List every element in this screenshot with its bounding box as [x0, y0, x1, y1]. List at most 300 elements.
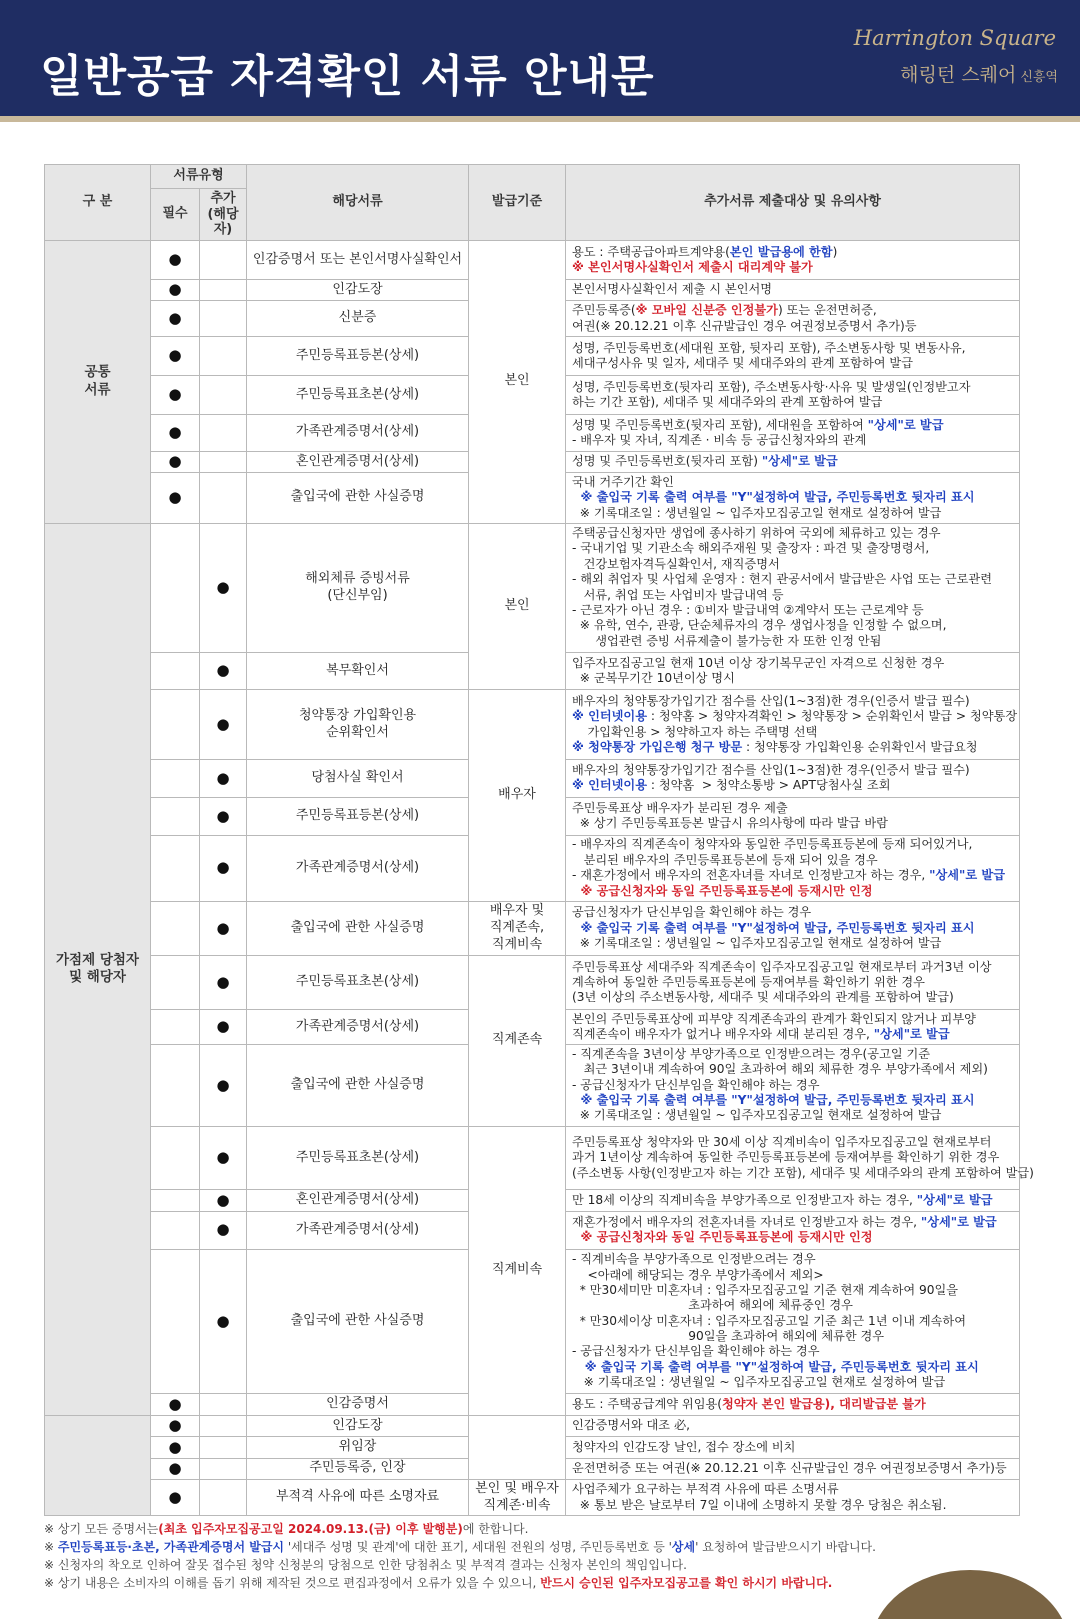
required-mark	[151, 1249, 200, 1394]
header-additional: 추가 (해당자)	[200, 189, 247, 241]
note-highlight-blue: ※ 인터넷이용	[572, 778, 647, 793]
note-line	[572, 1498, 1013, 1513]
note-line	[572, 634, 1013, 649]
note-line	[572, 1298, 1013, 1313]
note-text: ※ 유학, 연수, 관광, 단순체류자의 경우 생업사정을 인정할 수 없으며,	[572, 618, 947, 633]
note-highlight-blue: "상세"로 발급	[920, 1214, 997, 1229]
note-text: ※ 상기 모든 증명서는	[44, 1522, 159, 1536]
note-highlight-blue: 본인 발급용에 한함	[729, 244, 833, 259]
header-divider	[0, 116, 1080, 122]
additional-mark: ●	[200, 1010, 247, 1045]
note-text: 성명, 주민등록번호(세대원 포함, 뒷자리 포함), 주소변동사항 및 변동사유,	[572, 340, 966, 355]
header-basis: 발급기준	[469, 165, 566, 241]
note-text: 운전면허증 또는 여권(※ 20.12.21 이후 신규발급인 경우 여권정보증명서 추가)등	[572, 1461, 1007, 1476]
required-mark	[151, 955, 200, 1009]
note-highlight-red: ※ 공급신청자와 동일 주민등록표등본에 등재시만 인정	[572, 1230, 873, 1245]
note-highlight-blue: ※ 청약통장 가입은행 청구 방문	[572, 740, 743, 755]
required-mark: ●	[151, 301, 200, 337]
note-line	[572, 694, 1013, 709]
note-line	[572, 656, 1013, 671]
note-text: 생업관련 증빙 서류제출이 불가능한 자 또한 인정 안됨	[572, 633, 882, 648]
documents-table	[44, 164, 1034, 1516]
note-line	[572, 1482, 1013, 1497]
additional-mark	[200, 241, 247, 280]
brand-name: 해링턴 스퀘어	[900, 64, 1017, 86]
document-name: 해외체류 증빙서류 (단신부임)	[247, 523, 469, 652]
required-mark	[151, 652, 200, 690]
note-line	[572, 837, 1013, 852]
document-name: 당첨사실 확인서	[247, 759, 469, 797]
additional-mark: ●	[200, 797, 247, 835]
note-line	[572, 1252, 1013, 1267]
footnote-line	[44, 1574, 1024, 1592]
note-line	[572, 1027, 1013, 1042]
required-mark	[151, 1126, 200, 1189]
notes-cell	[566, 376, 1020, 415]
required-mark	[151, 690, 200, 760]
header-required: 필수	[151, 189, 200, 241]
additional-mark: ●	[200, 955, 247, 1009]
note-line	[572, 1314, 1013, 1329]
note-text: ※ 신청자의 착오로 인하여 잘못 접수된 청약 신청분의 당첨으로 인한 당첨취소 및 부적격 결과는 신청자 본인의 책임입니다.	[44, 1558, 687, 1572]
additional-mark	[200, 1480, 247, 1516]
category-cell	[45, 1415, 151, 1515]
additional-mark	[200, 473, 247, 523]
note-text: 서류, 취업 또는 사업비자 발급내역 등	[572, 587, 784, 602]
note-line	[572, 433, 1013, 448]
notes-cell	[566, 279, 1020, 300]
note-text: 본인의 주민등록표상에 피부양 직계존속과의 관계가 확인되지 않거나 피부양	[572, 1011, 976, 1026]
required-mark: ●	[151, 1480, 200, 1516]
note-text: 가입확인용 > 청약하고자 하는 주택명 선택	[572, 724, 818, 739]
required-mark	[151, 1044, 200, 1126]
note-text: ※ 기록대조일 : 생년월일 ~ 입주자모집공고일 현재로 설정하여 발급	[572, 505, 942, 520]
note-text: 초과하여 해외에 체류중인 경우	[572, 1298, 853, 1313]
note-text: 주민등록증(	[572, 303, 636, 318]
note-text: - 직계존속을 3년이상 부양가족으로 인정받으려는 경우(공고일 기준	[572, 1046, 931, 1061]
footnotes	[44, 1520, 1024, 1592]
additional-mark	[200, 1458, 247, 1479]
additional-mark: ●	[200, 835, 247, 901]
note-text: (3년 이상의 주소변동사항, 세대주 및 세대주와의 관계를 포함하여 발급)	[572, 990, 954, 1005]
note-line	[572, 1329, 1013, 1344]
table-row	[45, 901, 1020, 955]
note-text: 주민등록표상 배우자가 분리된 경우 제출	[572, 800, 788, 815]
note-line	[572, 618, 1013, 633]
note-text: - 공급신청자가 단신부임을 확인해야 하는 경우	[572, 1344, 820, 1359]
footnote-line	[44, 1520, 1024, 1538]
document-name: 청약통장 가입확인용 순위확인서	[247, 690, 469, 760]
required-mark	[151, 835, 200, 901]
table-row	[45, 1480, 1020, 1516]
note-line	[572, 603, 1013, 618]
required-mark: ●	[151, 241, 200, 280]
document-name: 주민등록표초본(상세)	[247, 1126, 469, 1189]
note-line	[572, 418, 1013, 433]
notes-cell	[566, 1211, 1020, 1249]
additional-mark	[200, 414, 247, 451]
issuance-basis: 본인	[469, 241, 566, 524]
required-mark	[151, 759, 200, 797]
note-text: '세대주 성명 및 관계'에 대한 표기, 세대원 전원의 성명, 주민등록번호 등 '	[284, 1540, 672, 1554]
document-name: 가족관계증명서(상세)	[247, 414, 469, 451]
required-mark	[151, 901, 200, 955]
notes-cell	[566, 1437, 1020, 1458]
document-name: 인감도장	[247, 279, 469, 300]
note-line	[572, 341, 1013, 356]
note-text: ※	[44, 1540, 58, 1554]
additional-mark	[200, 1415, 247, 1436]
note-text: 성명, 주민등록번호(뒷자리 포함), 주소변동사항·사유 및 발생일(인정받고자	[572, 379, 971, 394]
note-line	[572, 506, 1013, 521]
additional-mark	[200, 1437, 247, 1458]
note-text: - 국내기업 및 기관소속 해외주재원 및 출장자 : 파견 및 출장명령서,	[572, 541, 930, 556]
document-name: 가족관계증명서(상세)	[247, 1010, 469, 1045]
note-text: - 공급신청자가 단신부임을 확인해야 하는 경우	[572, 1077, 820, 1092]
document-name: 인감도장	[247, 1415, 469, 1436]
note-text: ※ 상기 주민등록표등본 발급시 유의사항에 따라 발급 바람	[572, 816, 888, 831]
note-highlight-blue: "상세"로 발급	[761, 454, 838, 469]
note-line	[572, 778, 1013, 793]
additional-mark	[200, 301, 247, 337]
additional-mark	[200, 1394, 247, 1415]
header-doc-type: 서류유형	[151, 165, 247, 189]
issuance-basis: 배우자	[469, 690, 566, 901]
note-text: (주소변동 사항(인정받고자 하는 기간 포함), 세대주 및 세대주와의 관계 포함하여 발급)	[572, 1165, 1034, 1180]
note-highlight-blue: 주민등록표등·초본, 가족관계증명서 발급시	[57, 1540, 285, 1554]
notes-cell	[566, 1415, 1020, 1436]
additional-mark: ●	[200, 690, 247, 760]
note-line	[572, 884, 1013, 899]
note-line	[572, 1268, 1013, 1283]
notes-cell	[566, 1190, 1020, 1211]
table-row	[45, 523, 1020, 652]
note-line	[572, 541, 1013, 556]
table-row	[45, 955, 1020, 1009]
additional-mark: ●	[200, 523, 247, 652]
notes-cell	[566, 1044, 1020, 1126]
footnote-line	[44, 1556, 1024, 1574]
note-line	[572, 1344, 1013, 1359]
additional-mark: ●	[200, 901, 247, 955]
note-highlight-blue: ※ 출입국 기록 출력 여부를 "Y"설정하여 발급, 주민등록번호 뒷자리 표시	[572, 490, 975, 505]
notes-cell	[566, 1480, 1020, 1516]
notes-cell	[566, 797, 1020, 835]
note-highlight-blue: "상세"로 발급	[873, 1027, 950, 1042]
notes-cell	[566, 1458, 1020, 1479]
note-line	[572, 975, 1013, 990]
note-line	[572, 1283, 1013, 1298]
notes-cell	[566, 451, 1020, 472]
note-text: - 근로자가 아닌 경우 : ①비자 발급내역 ②계약서 또는 근로계약 등	[572, 602, 924, 617]
note-text: 90일을 초과하여 해외에 체류한 경우	[572, 1329, 885, 1344]
document-name: 출입국에 관한 사실증명	[247, 473, 469, 523]
note-text: 계속하여 동일한 주민등록표등본에 등재여부를 확인하기 위한 경우	[572, 974, 925, 989]
note-text: - 배우자 및 자녀, 직계존 · 비속 등 공급신청자와의 관계	[572, 432, 867, 447]
required-mark: ●	[151, 473, 200, 523]
note-text: 인감증명서와 대조 必,	[572, 1418, 691, 1433]
note-highlight-blue: ※ 인터넷이용	[572, 709, 647, 724]
additional-mark: ●	[200, 652, 247, 690]
notes-cell	[566, 1126, 1034, 1189]
required-mark: ●	[151, 451, 200, 472]
document-name: 복무확인서	[247, 652, 469, 690]
document-name: 신분증	[247, 301, 469, 337]
note-text: ※ 기록대조일 : 생년월일 ~ 입주자모집공고일 현재로 설정하여 발급	[572, 1108, 942, 1123]
notes-cell	[566, 955, 1020, 1009]
note-highlight-blue: "상세"로 발급	[929, 868, 1005, 883]
note-text: 본인서명사실확인서 제출 시 본인서명	[572, 282, 773, 297]
note-text: ※ 기록대조일 : 생년월일 ~ 입주자모집공고일 현재로 설정하여 발급	[572, 936, 942, 951]
note-text: 입주자모집공고일 현재 10년 이상 장기복무군인 자격으로 신청한 경우	[572, 655, 945, 670]
category-cell: 가점제 당첨자 및 해당자	[45, 523, 151, 1415]
note-highlight-blue: ※ 출입국 기록 출력 여부를 "Y"설정하여 발급, 주민등록번호 뒷자리 표시	[572, 1093, 975, 1108]
document-name: 주민등록표등본(상세)	[247, 797, 469, 835]
note-line	[572, 1360, 1013, 1375]
note-text: 여권(※ 20.12.21 이후 신규발급인 경우 여권정보증명서 추가)등	[572, 318, 917, 333]
note-line	[572, 936, 1013, 951]
note-line	[572, 1062, 1013, 1077]
notes-cell	[566, 901, 1020, 955]
document-name: 가족관계증명서(상세)	[247, 1211, 469, 1249]
note-line	[572, 1108, 1013, 1123]
required-mark	[151, 1211, 200, 1249]
note-line	[572, 282, 1013, 297]
required-mark: ●	[151, 1394, 200, 1415]
note-line	[572, 526, 1013, 541]
note-line	[572, 960, 1013, 975]
required-mark	[151, 797, 200, 835]
note-text: 분리된 배우자의 주민등록표등본에 등재 되어 있을 경우	[572, 852, 878, 867]
note-text: 배우자의 청약통장가입기간 점수를 산입(1~3점)한 경우(인증서 발급 필수)	[572, 763, 970, 778]
note-text: 공급신청자가 단신부임을 확인해야 하는 경우	[572, 905, 812, 920]
note-text: 최근 3년이내 계속하여 90일 초과하여 해외 체류한 경우 부양가족에서 제외)	[572, 1062, 988, 1077]
note-line	[572, 1078, 1013, 1093]
additional-mark	[200, 376, 247, 415]
table-row	[45, 1126, 1020, 1189]
note-line	[572, 1150, 1013, 1165]
note-line	[572, 921, 1013, 936]
note-line	[572, 303, 1013, 318]
document-name: 인감증명서 또는 본인서명사실확인서	[247, 241, 469, 280]
note-text: ) 또는 운전면허증,	[777, 303, 877, 318]
note-line	[572, 763, 1013, 778]
document-name: 부적격 사유에 따른 소명자료	[247, 1480, 469, 1516]
note-highlight-blue: "상세"로 발급	[867, 417, 944, 432]
note-line	[572, 557, 1013, 572]
document-name: 출입국에 관한 사실증명	[247, 901, 469, 955]
page-title: 일반공급 자격확인 서류 안내문	[40, 51, 655, 102]
note-text: 주민등록표상 청약자와 만 30세 이상 직계비속이 입주자모집공고일 현재로부터	[572, 1134, 992, 1149]
table-body	[45, 241, 1034, 1516]
notes-cell	[566, 301, 1020, 337]
note-line	[572, 1397, 1013, 1412]
required-mark: ●	[151, 279, 200, 300]
document-name: 출입국에 관한 사실증명	[247, 1044, 469, 1126]
note-line	[572, 816, 1013, 831]
notes-cell	[566, 241, 1020, 280]
note-text: ※ 기록대조일 : 생년월일 ~ 입주자모집공고일 현재로 설정하여 발급	[572, 1375, 946, 1390]
header-document: 해당서류	[247, 165, 469, 241]
note-text: 청약자의 인감도장 날인, 접수 장소에 비치	[572, 1439, 796, 1454]
additional-mark: ●	[200, 1211, 247, 1249]
header-banner	[0, 0, 1080, 116]
note-text: 과거 1년이상 계속하여 동일한 주민등록표등본에 등재여부를 확인하기 위한 경우	[572, 1150, 1000, 1165]
document-name: 주민등록증, 인장	[247, 1458, 469, 1479]
document-name: 인감증명서	[247, 1394, 469, 1415]
note-line	[572, 1461, 1013, 1476]
note-text: - 해외 취업자 및 사업체 운영자 : 현지 관공서에서 발급받은 사업 또는 근로관련	[572, 572, 992, 587]
table-row	[45, 690, 1020, 760]
note-text: 주택공급신청자만 생업에 종사하기 위하여 국외에 체류하고 있는 경우	[572, 526, 941, 541]
note-line	[572, 1230, 1013, 1245]
note-line	[572, 356, 1013, 371]
required-mark: ●	[151, 1458, 200, 1479]
required-mark	[151, 1010, 200, 1045]
notes-cell	[566, 1249, 1020, 1394]
note-line	[572, 454, 1013, 469]
required-mark	[151, 1190, 200, 1211]
header-category: 구 분	[45, 165, 151, 241]
note-line	[572, 905, 1013, 920]
note-text: * 만30세이상 미혼자녀 : 입주자모집공고일 기준 최근 1년 이내 계속하여	[572, 1313, 966, 1328]
note-highlight-blue: "상세"로 발급	[916, 1192, 993, 1207]
note-text: 직계존속이 배우자가 없거나 배우자와 세대 분리된 경우,	[572, 1027, 874, 1042]
note-line	[572, 1047, 1013, 1062]
note-text: 주민등록표상 세대주와 직계존속이 입주자모집공고일 현재로부터 과거3년 이상	[572, 959, 992, 974]
notes-cell	[566, 759, 1020, 797]
note-line	[572, 990, 1013, 1005]
note-text: 세대구성사유 및 일자, 세대주 및 세대주와의 관계 포함하여 발급	[572, 356, 913, 371]
note-line	[572, 1165, 1034, 1181]
note-text: 사업주체가 요구하는 부적격 사유에 따른 소명서류	[572, 1482, 839, 1497]
issuance-basis: 본인	[469, 523, 566, 690]
note-text: * 만30세미만 미혼자녀 : 입주자모집공고일 기준 현재 계속하여 90일을	[572, 1282, 959, 1297]
notes-cell	[566, 337, 1020, 376]
note-line	[572, 475, 1013, 490]
issuance-basis: 본인 및 배우자 직계존·비속	[469, 1480, 566, 1516]
note-highlight-blue: 상세	[671, 1540, 696, 1554]
note-line	[572, 1215, 1013, 1230]
note-line	[572, 853, 1013, 868]
note-line	[572, 1093, 1013, 1108]
note-text: 국내 거주기간 확인	[572, 474, 674, 489]
category-cell: 공통 서류	[45, 241, 151, 524]
note-text: - 재혼가정에서 배우자의 전혼자녀를 자녀로 인정받고자 하는 경우,	[572, 868, 930, 883]
note-text: 재혼가정에서 배우자의 전혼자녀를 자녀로 인정받고자 하는 경우,	[572, 1214, 921, 1229]
note-line	[572, 1193, 1013, 1208]
note-line	[572, 260, 1013, 275]
issuance-basis: 직계비속	[469, 1126, 566, 1415]
note-text: 배우자의 청약통장가입기간 점수를 산입(1~3점)한 경우(인증서 발급 필수)	[572, 693, 970, 708]
note-text: 만 18세 이상의 직계비속을 부양가족으로 인정받고자 하는 경우,	[572, 1192, 917, 1207]
note-text: : 청약홈 > 청약자격확인 > 청약통장 > 순위확인서 발급 > 청약통장	[646, 709, 1018, 724]
note-line	[572, 1375, 1013, 1390]
required-mark: ●	[151, 1415, 200, 1436]
note-text: - 직계비속을 부양가족으로 인정받으려는 경우	[572, 1252, 816, 1267]
footnote-line	[44, 1538, 1024, 1556]
note-text: 건강보험자격득실확인서, 재직증명서	[572, 556, 780, 571]
note-line	[572, 380, 1013, 395]
note-line	[572, 1012, 1013, 1027]
note-highlight-red: ※ 본인서명사실확인서 제출시 대리계약 불가	[572, 259, 813, 274]
document-name: 주민등록표등본(상세)	[247, 337, 469, 376]
table-header	[45, 165, 1020, 241]
notes-cell	[566, 835, 1020, 901]
note-line	[572, 1418, 1013, 1433]
document-name: 위임장	[247, 1437, 469, 1458]
document-name: 혼인관계증명서(상세)	[247, 1190, 469, 1211]
notes-cell	[566, 1010, 1020, 1045]
additional-mark: ●	[200, 1190, 247, 1211]
note-text: )	[832, 244, 838, 259]
note-text: 성명 및 주민등록번호(뒷자리 포함), 세대원을 포함하여	[572, 417, 868, 432]
note-text: ' 요청하여 발급받으시기 바랍니다.	[695, 1540, 876, 1554]
note-highlight-red: 청약자 본인 발급용), 대리발급분 불가	[722, 1396, 926, 1411]
notes-cell	[566, 473, 1020, 523]
note-line	[572, 801, 1013, 816]
note-text: 용도 : 주택공급계약 위임용(	[572, 1396, 723, 1411]
note-line	[572, 740, 1013, 755]
required-mark: ●	[151, 376, 200, 415]
notes-cell	[566, 523, 1020, 652]
brand-logo-script: Harrington Square	[853, 26, 1056, 50]
document-name: 주민등록표초본(상세)	[247, 955, 469, 1009]
documents-table-wrap	[44, 164, 1034, 1516]
note-highlight-red: 반드시 승인된 입주자모집공고를 확인 하시기 바랍니다.	[540, 1576, 833, 1590]
note-line	[572, 1135, 1013, 1150]
issuance-basis: 직계존속	[469, 955, 566, 1126]
note-line	[572, 490, 1013, 505]
note-text: 용도 : 주택공급아파트계약용(	[572, 244, 730, 259]
note-line	[572, 572, 1013, 587]
note-text: ※ 통보 받은 날로부터 7일 이내에 소명하지 못할 경우 당첨은 취소됨.	[572, 1497, 947, 1512]
note-text: ※ 상기 내용은 소비자의 이해를 돕기 위해 제작된 것으로 편집과정에서 오류가 있을 수 있으니,	[44, 1576, 541, 1590]
additional-mark: ●	[200, 1249, 247, 1394]
note-text: : 청약통장 가입확인용 순위확인서 발급요청	[742, 740, 978, 755]
brand-logo	[900, 60, 1058, 87]
note-line	[572, 868, 1013, 883]
required-mark	[151, 523, 200, 652]
note-line	[572, 588, 1013, 603]
note-text: ※ 군복무기간 10년이상 명시	[572, 670, 735, 685]
note-highlight-blue: ※ 출입국 기록 출력 여부를 "Y"설정하여 발급, 주민등록번호 뒷자리 표시	[572, 920, 975, 935]
note-text: - 배우자의 직계존속이 청약자와 동일한 주민등록표등본에 등재 되어있거나,	[572, 837, 973, 852]
additional-mark: ●	[200, 1126, 247, 1189]
note-text: <아래에 해당되는 경우 부양가족에서 제외>	[572, 1267, 824, 1282]
note-text: 하는 기간 포함), 세대주 및 세대주와의 관계 포함하여 발급	[572, 395, 883, 410]
additional-mark	[200, 337, 247, 376]
header-notes: 추가서류 제출대상 및 유의사항	[566, 165, 1020, 241]
additional-mark: ●	[200, 759, 247, 797]
document-name: 혼인관계증명서(상세)	[247, 451, 469, 472]
table-row	[45, 241, 1020, 280]
notes-cell	[566, 652, 1020, 690]
required-mark: ●	[151, 1437, 200, 1458]
note-line	[572, 245, 1013, 260]
note-highlight-blue: ※ 출입국 기록 출력 여부를 "Y"설정하여 발급, 주민등록번호 뒷자리 표시	[572, 1359, 979, 1374]
issuance-basis	[469, 1415, 566, 1479]
note-line	[572, 671, 1013, 686]
issuance-basis: 배우자 및 직계존속, 직계비속	[469, 901, 566, 955]
note-text: : 청약홈 > 청약소통방 > APT당첨사실 조회	[646, 778, 891, 793]
notes-cell	[566, 414, 1020, 451]
additional-mark: ●	[200, 1044, 247, 1126]
note-line	[572, 395, 1013, 410]
note-line	[572, 1440, 1013, 1455]
document-name: 출입국에 관한 사실증명	[247, 1249, 469, 1394]
additional-mark	[200, 279, 247, 300]
